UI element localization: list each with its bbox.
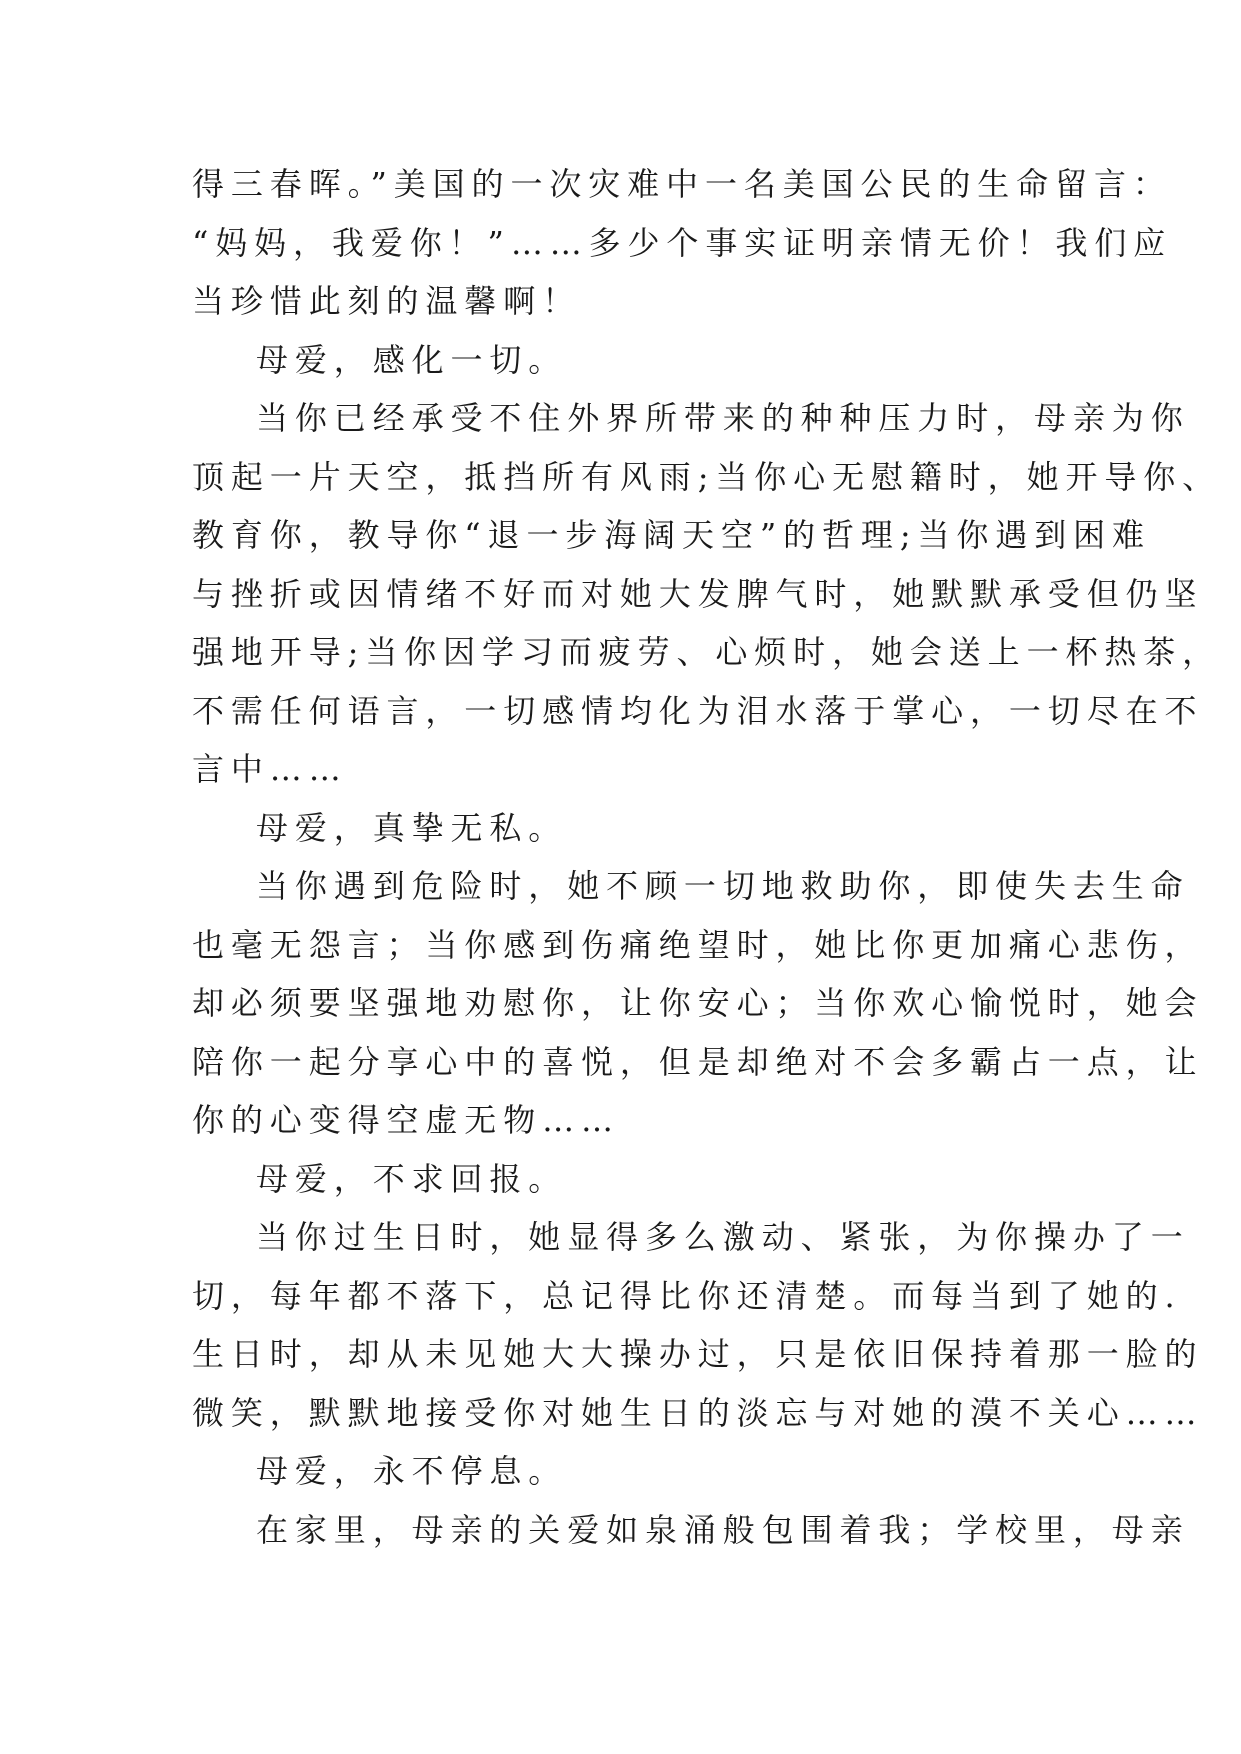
text-line: 陪你一起分享心中的喜悦，但是却绝对不会多霸占一点，让	[192, 1042, 1204, 1081]
section-heading-line: 母爱，真挚无私。	[256, 808, 568, 847]
paragraph-start-line: 当你已经承受不住外界所带来的种种压力时，母亲为你	[256, 399, 1190, 437]
paragraph-start-line: 当你遇到危险时，她不顾一切地救助你，即使失去生命	[256, 867, 1190, 905]
document-body	[192, 155, 1222, 1559]
text-line: 不需任何语言，一切感情均化为泪水落于掌心，一切尽在不	[192, 691, 1204, 730]
text-line: 得三春晖。”美国的一次灾难中一名美国公民的生命留言：	[192, 165, 1172, 203]
text-line: 顶起一片天空，抵挡所有风雨;当你心无慰籍时，她开导你、	[192, 457, 1222, 496]
text-line: 微笑，默默地接受你对她生日的淡忘与对她的漠不关心……	[192, 1393, 1204, 1432]
text-line: 教育你，教导你“退一步海阔天空”的哲理;当你遇到困难	[192, 516, 1151, 554]
text-line: 切，每年都不落下，总记得比你还清楚。而每当到了她的.	[192, 1276, 1182, 1315]
text-line: 却必须要坚强地劝慰你，让你安心；当你欢心愉悦时，她会	[192, 984, 1204, 1022]
text-line: 你的心变得空虚无物……	[192, 1101, 620, 1139]
text-line: 与挫折或因情绪不好而对她大发脾气时，她默默承受但仍坚	[192, 574, 1204, 613]
paragraph-start-line: 当你过生日时，她显得多么激动、紧张，为你操办了一	[256, 1218, 1190, 1256]
text-line: 生日时，却从未见她大大操办过，只是依旧保持着那一脸的	[192, 1335, 1204, 1373]
text-line: 也毫无怨言；当你感到伤痛绝望时，她比你更加痛心悲伤，	[192, 925, 1204, 964]
text-line: 强地开导;当你因学习而疲劳、心烦时，她会送上一杯热茶，	[192, 633, 1222, 671]
section-heading-line: 母爱，永不停息。	[256, 1452, 568, 1490]
text-line: “妈妈，我爱你！”……多少个事实证明亲情无价！我们应	[192, 223, 1173, 262]
text-line: 言中……	[192, 750, 348, 788]
paragraph-start-line: 在家里，母亲的关爱如泉涌般包围着我；学校里，母亲	[256, 1510, 1190, 1549]
section-heading-line: 母爱，感化一切。	[256, 340, 568, 379]
text-line: 当珍惜此刻的温馨啊！	[192, 282, 582, 320]
section-heading-line: 母爱，不求回报。	[256, 1159, 568, 1198]
